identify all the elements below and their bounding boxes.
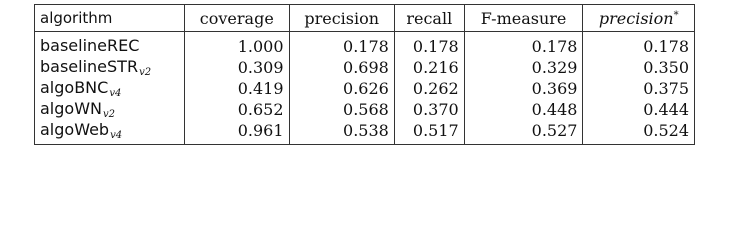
cell-coverage: 0.652: [185, 99, 289, 120]
cell-recall: 0.370: [394, 99, 464, 120]
cell-precision: 0.698: [289, 57, 394, 78]
header-row: [35, 5, 695, 32]
cell-algorithm: [35, 99, 185, 120]
cell-precision-star: 0.444: [583, 99, 695, 120]
table-row: [35, 32, 695, 58]
algorithm-subscript: v2: [102, 109, 115, 120]
cell-recall: 0.262: [394, 78, 464, 99]
algorithm-subscript: v4: [109, 88, 122, 99]
cell-precision: 0.568: [289, 99, 394, 120]
cell-precision-star: 0.350: [583, 57, 695, 78]
cell-precision-star: 0.524: [583, 120, 695, 145]
cell-recall: 0.178: [394, 32, 464, 58]
header-coverage: coverage: [185, 5, 289, 32]
cell-f-measure: 0.527: [464, 120, 583, 145]
results-table: [34, 4, 695, 145]
cell-f-measure: 0.448: [464, 99, 583, 120]
cell-algorithm: [35, 120, 185, 145]
cell-coverage: 0.961: [185, 120, 289, 145]
header-recall: recall: [394, 5, 464, 32]
table-row: [35, 120, 695, 145]
cell-algorithm: [35, 57, 185, 78]
cell-coverage: 0.309: [185, 57, 289, 78]
cell-precision: 0.538: [289, 120, 394, 145]
header-precision-star: [583, 5, 695, 32]
cell-precision: 0.178: [289, 32, 394, 58]
cell-precision-star: 0.178: [583, 32, 695, 58]
cell-recall: 0.216: [394, 57, 464, 78]
cell-f-measure: 0.178: [464, 32, 583, 58]
header-f-measure: F-measure: [464, 5, 583, 32]
cell-algorithm: [35, 78, 185, 99]
cell-coverage: 1.000: [185, 32, 289, 58]
header-precision-star-suffix: *: [673, 9, 679, 21]
cell-coverage: 0.419: [185, 78, 289, 99]
header-precision-star-label: precision: [598, 8, 674, 28]
algorithm-name: algoBNC: [40, 78, 109, 97]
table-body: [35, 32, 695, 145]
algorithm-subscript: v2: [139, 67, 152, 78]
table-header: [35, 5, 695, 32]
header-precision: precision: [289, 5, 394, 32]
cell-f-measure: 0.369: [464, 78, 583, 99]
cell-recall: 0.517: [394, 120, 464, 145]
algorithm-name: algoWeb: [40, 120, 110, 139]
cell-algorithm: [35, 32, 185, 58]
algorithm-name: baselineREC: [40, 36, 140, 55]
algorithm-subscript: v4: [110, 130, 123, 141]
table-row: [35, 99, 695, 120]
algorithm-name: baselineSTR: [40, 57, 139, 76]
cell-precision: 0.626: [289, 78, 394, 99]
table-row: [35, 78, 695, 99]
algorithm-name: algoWN: [40, 99, 102, 118]
table-row: [35, 57, 695, 78]
cell-f-measure: 0.329: [464, 57, 583, 78]
cell-precision-star: 0.375: [583, 78, 695, 99]
header-algorithm: algorithm: [35, 5, 185, 32]
